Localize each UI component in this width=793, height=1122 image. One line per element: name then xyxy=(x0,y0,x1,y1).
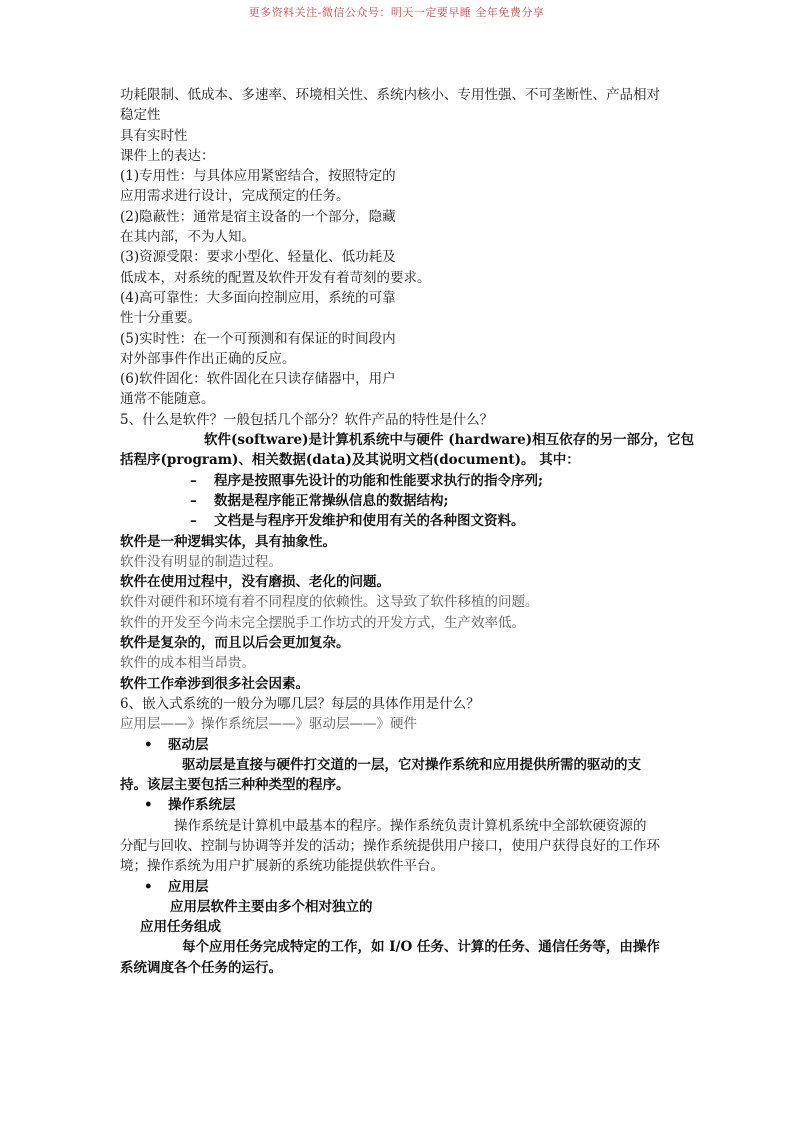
bullet-item-os xyxy=(120,795,695,815)
trait-line: 对外部事件作出正确的反应。 xyxy=(120,350,296,367)
paragraph-line: 具有实时性 xyxy=(120,127,188,144)
trait-line: (2)隐蔽性：通常是宿主设备的一个部分，隐藏 xyxy=(120,208,396,225)
layer-desc-line: 系统调度各个任务的运行。 xyxy=(120,959,282,976)
layer-desc-line: 境；操作系统为用户扩展新的系统功能提供软件平台。 xyxy=(120,858,444,875)
feature-line: 软件在使用过程中，没有磨损、老化的问题。 xyxy=(120,574,390,591)
layer-desc-line: 应用任务组成 xyxy=(140,919,221,936)
list-item-text: 文档是与程序开发维护和使用有关的各种图文资料。 xyxy=(214,513,525,530)
dash-marker: – xyxy=(190,492,197,509)
list-item-text: 程序是按照事先设计的功能和性能要求执行的指令序列; xyxy=(214,472,543,489)
layer-desc-line: 分配与回收、控制与协调等并发的活动；操作系统提供用户接口，使用户获得良好的工作环 xyxy=(120,837,660,854)
trait-line: 通常不能随意。 xyxy=(120,391,215,408)
layer-desc-line: 操作系统是计算机中最基本的程序。操作系统负责计算机系统中全部软硬资源的 xyxy=(174,817,647,834)
trait-line: 在其内部，不为人知。 xyxy=(120,229,255,246)
bullet-marker: • xyxy=(144,797,153,814)
trait-line: 应用需求进行设计，完成预定的任务。 xyxy=(120,188,350,205)
trait-line: (3)资源受限：要求小型化、轻量化、低功耗及 xyxy=(120,249,396,266)
feature-line: 软件是一种逻辑实体，具有抽象性。 xyxy=(120,533,336,550)
bullet-item-app xyxy=(120,877,695,897)
header-banner: 更多资料关注-微信公众号：明天一定要早睡 全年免费分享 xyxy=(248,6,545,19)
trait-line: (4)高可靠性：大多面向控制应用，系统的可靠 xyxy=(120,289,396,306)
question-heading: 6、嵌入式系统的一般分为哪几层？每层的具体作用是什么？ xyxy=(120,695,480,712)
trait-line: (5)实时性：在一个可预测和有保证的时间段内 xyxy=(120,330,396,347)
layer-desc-line: 持。该层主要包括三种种类型的程序。 xyxy=(120,777,350,794)
question-heading: 5、什么是软件？一般包括几个部分？软件产品的特性是什么？ xyxy=(120,411,494,428)
layers-line: 应用层——》操作系统层——》驱动层——》硬件 xyxy=(120,716,417,733)
trait-line: (6)软件固化：软件固化在只读存储器中，用户 xyxy=(120,371,396,388)
feature-line: 软件对硬件和环境有着不同程度的依赖性。这导致了软件移植的问题。 xyxy=(120,594,539,611)
bullet-title: 应用层 xyxy=(168,878,209,895)
dash-marker: – xyxy=(190,513,197,530)
feature-line: 软件是复杂的，而且以后会更加复杂。 xyxy=(120,635,350,652)
definition-line: 软件(software)是计算机系统中与硬件 (hardware)相互依存的另一部分，它包 xyxy=(204,432,695,449)
bullet-item-driver xyxy=(120,735,695,755)
feature-line: 软件没有明显的制造过程。 xyxy=(120,553,282,570)
bullet-title: 驱动层 xyxy=(168,736,209,753)
list-item xyxy=(120,511,695,531)
definition-line: 括程序(program)、相关数据(data)及其说明文档(document)。 其中： xyxy=(120,452,580,469)
paragraph-line: 课件上的表达： xyxy=(120,147,215,164)
trait-line: 性十分重要。 xyxy=(120,310,201,327)
trait-line: (1)专用性：与具体应用紧密结合，按照特定的 xyxy=(120,168,396,185)
list-item xyxy=(120,491,695,511)
bullet-title: 操作系统层 xyxy=(168,797,236,814)
bullet-marker: • xyxy=(144,736,153,753)
layer-desc-line: 驱动层是直接与硬件打交道的一层，它对操作系统和应用提供所需的驱动的支 xyxy=(182,756,641,773)
dash-marker: – xyxy=(190,472,197,489)
layer-desc-line: 应用层软件主要由多个相对独立的 xyxy=(170,898,373,915)
paragraph-line: 功耗限制、低成本、多速率、环境相关性、系统内核小、专用性强、不可垄断性、产品相对 xyxy=(120,87,660,103)
paragraph-line: 稳定性 xyxy=(120,107,161,124)
list-item-text: 数据是程序能正常操纵信息的数据结构; xyxy=(214,492,449,509)
layer-desc-line: 每个应用任务完成特定的工作，如 I/O 任务、计算的任务、通信任务等，由操作 xyxy=(182,939,660,956)
feature-line: 软件的成本相当昂贵。 xyxy=(120,655,255,672)
bullet-marker: • xyxy=(144,878,153,895)
list-item xyxy=(120,471,695,491)
feature-line: 软件的开发至今尚未完全摆脱手工作坊式的开发方式，生产效率低。 xyxy=(120,614,525,631)
document-body xyxy=(120,85,695,978)
trait-line: 低成本，对系统的配置及软件开发有着苛刻的要求。 xyxy=(120,269,431,286)
feature-line: 软件工作牵涉到很多社会因素。 xyxy=(120,675,309,692)
